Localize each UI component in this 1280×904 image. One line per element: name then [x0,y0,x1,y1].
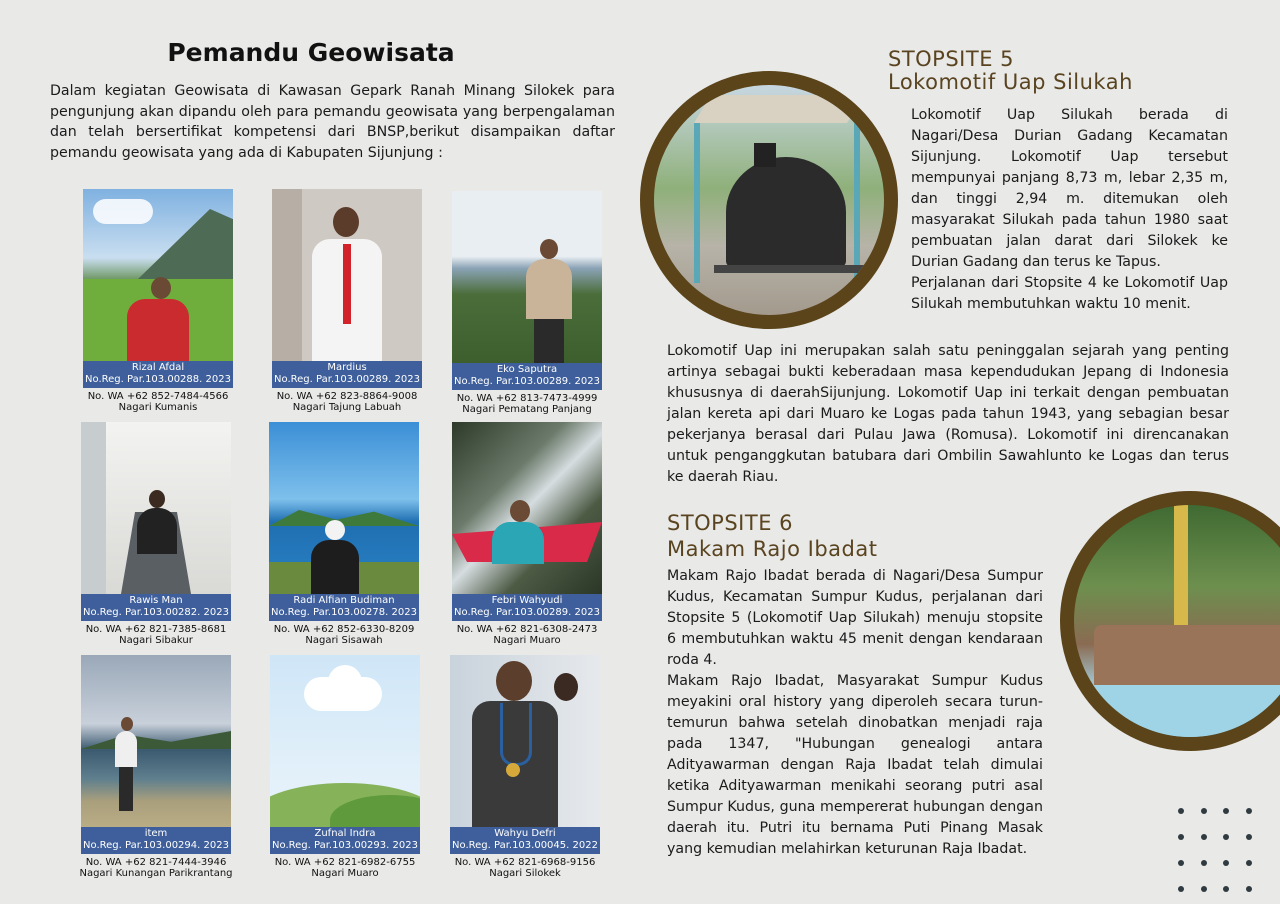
guide-caption [269,594,419,621]
guide-card [83,189,233,413]
guide-caption [270,827,420,854]
guide-name: Wahyu Defri [494,828,556,839]
guide-card [270,655,420,879]
stopsite-5-number: STOPSITE 5 [888,47,1015,71]
dot [1201,886,1207,892]
guide-contact [437,393,617,415]
guide-nagari: Nagari Pematang Panjang [462,404,592,415]
guide-contact [437,624,617,646]
dot [1246,834,1252,840]
guide-card [452,191,602,415]
guide-nagari: Nagari Kunangan Parikrantang [79,868,233,879]
guide-name: item [144,828,168,839]
guide-reg: No.Reg. Par.103.00045. 2022 [452,840,598,851]
guide-reg: No.Reg. Par.103.00288. 2023 [85,374,231,385]
guide-nagari: Nagari Muaro [311,868,379,879]
guide-wa: No. WA +62 821-6982-6755 [274,857,416,868]
guide-photo [270,655,420,827]
dot [1246,886,1252,892]
dot [1201,860,1207,866]
guide-contact [254,624,434,646]
stopsite-6-paragraph: Makam Rajo Ibadat berada di Nagari/Desa Sumpur Kudus, Kecamatan Sumpur Kudus, perjalanan dari Stopsite 5 (Lokomotif Uap Silukah) menuju stopsite 6 membutuhkan waktu 45 menit dengan kendaraan roda 4. [667,568,1043,668]
guide-card [272,189,422,413]
stopsite-6-number: STOPSITE 6 [667,511,794,535]
tomb-photo [1060,491,1280,751]
dot [1178,886,1184,892]
dot [1201,834,1207,840]
dot [1178,834,1184,840]
guide-photo [81,422,231,594]
guide-nagari: Nagari Muaro [493,635,561,646]
guide-name: Rizal Afdal [131,362,185,373]
guide-wa: No. WA +62 823-8864-9008 [276,391,418,402]
locomotive-icon [726,157,846,267]
guide-wa: No. WA +62 821-6968-9156 [454,857,596,868]
guide-card [81,655,231,879]
dot [1201,808,1207,814]
dot [1246,860,1252,866]
guide-photo [269,422,419,594]
guide-photo [450,655,600,827]
guide-caption [452,594,602,621]
stopsite-6-description [667,566,1043,860]
guide-nagari: Nagari Sisawah [305,635,383,646]
guide-nagari: Nagari Sibakur [119,635,193,646]
guide-nagari: Nagari Kumanis [118,402,198,413]
guide-photo [452,422,602,594]
guide-contact [66,624,246,646]
locomotive-photo [640,71,898,329]
dot [1223,860,1229,866]
guide-reg: No.Reg. Par.103.00278. 2023 [271,607,417,618]
guide-photo [83,189,233,361]
guide-name: Febri Wahyudi [491,595,563,606]
guide-name: Zufnal Indra [314,828,376,839]
guide-caption [83,361,233,388]
guide-photo [452,191,602,363]
guide-card [452,422,602,646]
guide-reg: No.Reg. Par.103.00282. 2023 [83,607,229,618]
guide-name: Mardius [327,362,367,373]
guide-wa: No. WA +62 821-7444-3946 [85,857,227,868]
decorative-dots [1178,808,1268,898]
stopsite-5-travel: Perjalanan dari Stopsite 4 ke Lokomotif Uap Silukah membutuhkan waktu 10 menit. [911,275,1228,312]
stopsite-5-history: Lokomotif Uap ini merupakan salah satu peninggalan sejarah yang penting artinya sebagai bukti keberadaan masa kependudukan Jepang di Indonesia khususnya di daerahSijunjung. Lokomotif Uap ini terkait dengan pembuatan jalan kereta api dari Muaro ke Logas pada tahun 1943, yang sebagian besar pekerjanya berasal dari Pulau Jawa (Romusa). Lokomotif ini direncanakan untuk penganggkutan batubara dari Ombilin Sawahlunto ke Logas dan terus ke daerah Riau. [667,343,1229,485]
guide-reg: No.Reg. Par.103.00289. 2023 [454,607,600,618]
guide-contact [255,857,435,879]
intro-paragraph: Dalam kegiatan Geowisata di Kawasan Gepark Ranah Minang Silokek para pengunjung akan dipandu oleh para pemandu geowisata yang berpengalaman dan telah bersertifikat kompetensi dari BNSP,berikut disampaikan daftar pemandu geowisata yang ada di Kabupaten Sijunjung : [50,83,615,161]
dot [1178,860,1184,866]
stopsite-5-name: Lokomotif Uap Silukah [888,70,1133,94]
guide-photo [272,189,422,361]
dot [1178,808,1184,814]
guide-nagari: Nagari Tajung Labuah [292,402,402,413]
guide-name: Rawis Man [129,595,183,606]
guide-wa: No. WA +62 852-7484-4566 [87,391,229,402]
dot [1246,808,1252,814]
guide-caption [81,594,231,621]
stopsite-6-history: Makam Rajo Ibadat, Masyarakat Sumpur Kudus meyakini oral history yang diperoleh secara turun-temurun bahwa setelah dinobatkan menjadi raja pada 1347, "Hubungan genealogi antara Adityawarman dengan Raja Ibadat telah dimulai ketika Adityawarman menikahi seorang putri asal Sumpur Kudus, guna mempererat hubungan dengan daerah itu. Putri itu bernama Puti Pinang Masak yang kemudian melahirkan keturunan Raja Ibadat. [667,673,1043,857]
dot [1223,834,1229,840]
guide-card [81,422,231,646]
guide-caption [272,361,422,388]
guide-nagari: Nagari Silokek [489,868,561,879]
guide-contact [435,857,615,879]
guide-wa: No. WA +62 821-7385-8681 [85,624,227,635]
guide-reg: No.Reg. Par.103.00289. 2023 [454,376,600,387]
page-title: Pemandu Geowisata [167,38,455,67]
guide-contact [257,391,437,413]
dot [1223,808,1229,814]
guide-card [269,422,419,646]
guide-wa: No. WA +62 852-6330-8209 [273,624,415,635]
guide-name: Radi Alfian Budiman [293,595,395,606]
guide-contact [68,391,248,413]
guide-photo [81,655,231,827]
guide-wa: No. WA +62 821-6308-2473 [456,624,598,635]
stopsite-5-description [911,105,1228,315]
guide-reg: No.Reg. Par.103.00293. 2023 [272,840,418,851]
guide-reg: No.Reg. Par.103.00294. 2023 [83,840,229,851]
guide-caption [452,363,602,390]
stopsite-5-paragraph: Lokomotif Uap Silukah berada di Nagari/Desa Durian Gadang Kecamatan Sijunjung. Lokomotif Uap tersebut mempunyai panjang 8,73 m, lebar 2,35 m, dan tinggi 2,94 m. ditemukan oleh masyarakat Silukah pada tahun 1980 saat pembuatan jalan darat dari Silokek ke Durian Gadang dan terus ke Tapus. [911,107,1228,270]
guide-wa: No. WA +62 813-7473-4999 [456,393,598,404]
stopsite-6-name: Makam Rajo Ibadat [667,537,878,561]
guide-card [450,655,600,879]
guide-reg: No.Reg. Par.103.00289. 2023 [274,374,420,385]
dot [1223,886,1229,892]
guide-contact [66,857,246,879]
guide-caption [81,827,231,854]
guide-caption [450,827,600,854]
guide-name: Eko Saputra [496,364,558,375]
